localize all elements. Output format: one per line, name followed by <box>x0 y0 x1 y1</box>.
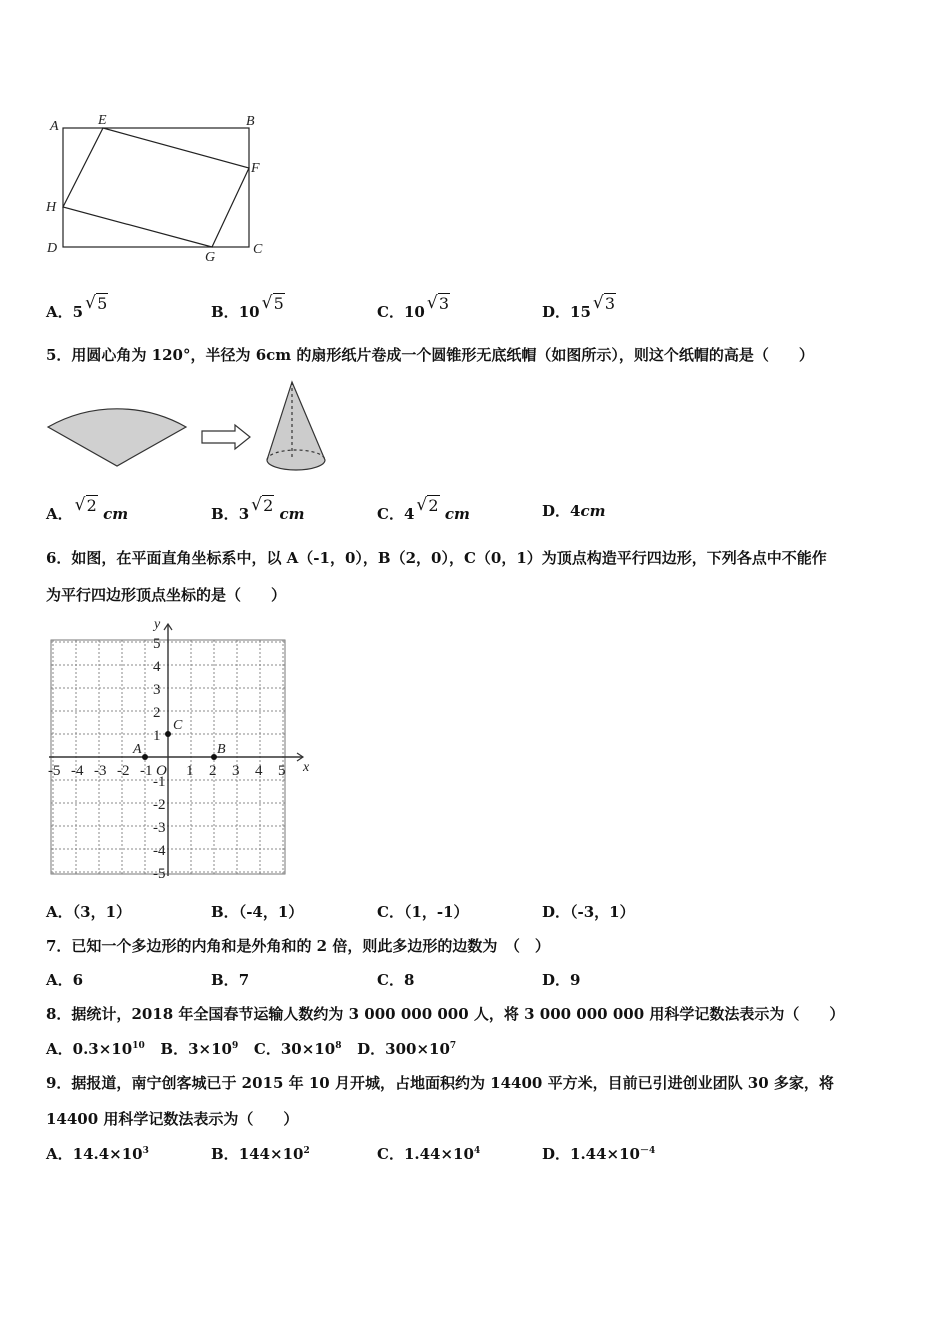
option-letter: A． <box>46 1145 73 1163</box>
option-text: 9 <box>570 971 581 989</box>
option-letter: C． <box>377 903 404 921</box>
radicand: 2 <box>428 496 439 515</box>
x-tick-label: 2 <box>209 763 217 779</box>
q5-option-d[interactable] <box>542 500 605 521</box>
option-coef: 5 <box>72 303 84 321</box>
option-unit: cm <box>103 505 129 523</box>
q9-option-a[interactable] <box>46 1143 149 1164</box>
q5-option-b[interactable] <box>211 496 305 524</box>
sqrt-symbol <box>85 294 108 313</box>
radicand: 3 <box>604 294 616 313</box>
option-letter: C． <box>377 971 404 989</box>
q7-option-a[interactable] <box>46 969 83 990</box>
option-unit: cm <box>580 502 606 520</box>
q6-option-a[interactable] <box>46 901 131 922</box>
x-tick-label: -1 <box>140 763 153 779</box>
option-exponent: －4 <box>640 1146 656 1156</box>
option-coef: 10 <box>238 303 260 321</box>
q4-option-b[interactable] <box>211 294 285 322</box>
q9-option-d[interactable] <box>542 1143 655 1164</box>
y-tick-label: 5 <box>153 636 161 652</box>
radicand: 3 <box>438 294 450 313</box>
sector-cone-figure <box>40 372 340 482</box>
sqrt-symbol <box>593 294 616 313</box>
q8-option-c[interactable] <box>254 1040 342 1058</box>
option-letter: B． <box>211 505 239 523</box>
sector-shape <box>48 409 186 466</box>
q6-text-line2: 为平行四边形顶点坐标的是（ ） <box>46 586 287 604</box>
point-c-dot <box>165 731 171 737</box>
sqrt-symbol <box>251 496 274 515</box>
point-a-label: A <box>133 742 142 757</box>
option-exponent: 8 <box>335 1041 342 1051</box>
sqrt-symbol <box>75 496 98 515</box>
y-tick-label: 3 <box>153 682 161 698</box>
origin-label: O <box>156 763 167 779</box>
option-text: 6 <box>72 971 84 989</box>
option-base: 14.4×10 <box>72 1145 143 1163</box>
label-g: G <box>205 250 216 265</box>
rectangle-figure <box>40 110 280 270</box>
option-letter: B． <box>211 1145 239 1163</box>
radicand: 5 <box>97 294 108 313</box>
rectangle-abcd <box>63 128 249 247</box>
option-text: （1，-1） <box>403 903 469 921</box>
option-letter: B． <box>211 971 239 989</box>
point-a-dot <box>142 754 148 760</box>
q5-option-a[interactable] <box>46 496 128 524</box>
q6-option-c[interactable] <box>377 901 469 922</box>
x-tick-label: 3 <box>232 763 240 779</box>
option-base: 300×10 <box>385 1040 450 1058</box>
x-tick-label: 5 <box>278 763 286 779</box>
option-letter: C． <box>377 303 404 321</box>
y-tick-labels <box>153 636 166 882</box>
radicand: 5 <box>273 294 284 313</box>
q8-option-a[interactable] <box>46 1040 145 1058</box>
x-axis-label: x <box>303 760 310 775</box>
q5-text: 5．用圆心角为 120°，半径为 6cm 的扇形纸片卷成一个圆锥形无底纸帽（如图所示），则这个纸帽的高是（ ） <box>46 346 814 364</box>
option-base: 30×10 <box>280 1040 336 1058</box>
point-c-label: C <box>173 718 183 733</box>
q9-text-line1: 9．据报道，南宁创客城已于 2015 年 10 月开城，占地面积约为 14400 平方米，目前已引进创业团队 30 多家，将 <box>46 1074 834 1092</box>
option-letter: C． <box>253 1040 281 1058</box>
option-exponent: 4 <box>473 1146 481 1156</box>
option-letter: C． <box>377 505 404 523</box>
label-c: C <box>253 242 263 257</box>
option-letter: D． <box>542 971 571 989</box>
y-tick-label: -4 <box>153 843 166 859</box>
option-letter: D． <box>542 502 571 520</box>
option-letter: D． <box>542 903 571 921</box>
option-letter: B． <box>211 903 239 921</box>
cone-shape <box>267 382 325 470</box>
q9-option-b[interactable] <box>211 1143 310 1164</box>
option-letter: D． <box>357 1040 386 1058</box>
q7-option-b[interactable] <box>211 969 249 990</box>
x-tick-label: -5 <box>48 763 61 779</box>
option-letter: A． <box>46 903 73 921</box>
option-base: 3×10 <box>188 1040 232 1058</box>
q4-option-d[interactable] <box>542 294 616 322</box>
option-coef: 10 <box>403 303 425 321</box>
y-tick-label: 2 <box>153 705 161 721</box>
option-exponent: 7 <box>449 1041 457 1051</box>
q8-options-row <box>46 1038 456 1059</box>
label-b: B <box>246 114 255 129</box>
label-f: F <box>251 161 260 176</box>
q6-option-d[interactable] <box>542 901 635 922</box>
q8-option-d[interactable] <box>357 1040 456 1058</box>
radicand: 2 <box>263 496 274 515</box>
x-tick-label: -3 <box>94 763 107 779</box>
q4-option-a[interactable] <box>46 294 108 322</box>
y-axis-label: y <box>154 617 161 632</box>
option-letter: A． <box>46 303 73 321</box>
option-base: 144×10 <box>238 1145 304 1163</box>
sqrt-symbol <box>427 294 450 313</box>
label-e: E <box>98 113 107 128</box>
x-tick-label: 4 <box>255 763 263 779</box>
option-text: （-3，1） <box>570 903 635 921</box>
option-base: 1.44×10 <box>403 1145 474 1163</box>
option-text: 8 <box>403 971 415 989</box>
option-unit: cm <box>279 505 305 523</box>
y-tick-label: -5 <box>153 866 166 882</box>
option-exponent: 3 <box>142 1146 149 1156</box>
y-tick-label: -1 <box>153 774 166 790</box>
arrow-icon <box>202 425 250 449</box>
q7-text: 7．已知一个多边形的内角和是外角和的 2 倍，则此多边形的边数为 （ ） <box>46 937 550 955</box>
option-text: 4 <box>570 502 581 520</box>
y-tick-label: 1 <box>153 728 161 744</box>
y-tick-label: -3 <box>153 820 166 836</box>
grid-points <box>132 718 226 760</box>
q6-option-b[interactable] <box>211 901 303 922</box>
option-letter: C． <box>377 1145 404 1163</box>
label-h: H <box>46 200 57 215</box>
sqrt-symbol <box>262 294 285 313</box>
option-coef: 3 <box>238 505 250 523</box>
q7-option-d[interactable] <box>542 969 580 990</box>
label-a: A <box>50 119 59 134</box>
option-coef: 15 <box>570 303 591 321</box>
x-tick-label: -4 <box>71 763 84 779</box>
option-letter: B． <box>160 1040 189 1058</box>
option-exponent: 2 <box>303 1146 310 1156</box>
option-text: 7 <box>238 971 250 989</box>
q8-option-b[interactable] <box>160 1040 238 1058</box>
sqrt-symbol <box>416 496 439 515</box>
coordinate-grid <box>38 616 313 888</box>
axes <box>49 624 303 876</box>
q5-option-c[interactable] <box>377 496 470 524</box>
radicand: 2 <box>86 496 97 515</box>
option-text: （3，1） <box>72 903 132 921</box>
x-tick-label: 1 <box>186 763 194 779</box>
q7-option-c[interactable] <box>377 969 414 990</box>
q9-option-c[interactable] <box>377 1143 480 1164</box>
option-exponent: 10 <box>132 1041 145 1051</box>
option-letter: A． <box>46 971 73 989</box>
option-letter: D． <box>542 303 571 321</box>
x-tick-label: -2 <box>117 763 130 779</box>
option-base: 0.3×10 <box>72 1040 133 1058</box>
y-tick-label: 4 <box>153 659 161 675</box>
option-text: （-4，1） <box>238 903 304 921</box>
parallelogram-efgh <box>63 128 249 247</box>
option-letter: D． <box>542 1145 571 1163</box>
q6-text-line1: 6．如图，在平面直角坐标系中，以 A（-1，0），B（2，0），C（0，1）为顶点构造平行四边形，下列各点中不能作 <box>46 549 827 567</box>
option-coef: 4 <box>403 505 415 523</box>
option-letter: A． <box>46 505 73 523</box>
point-b-label: B <box>217 742 226 757</box>
q8-text: 8．据统计，2018 年全国春节运输人数约为 3 000 000 000 人，将 3 000 000 000 用科学记数法表示为（ ） <box>46 1005 845 1023</box>
q9-text-line2: 14400 用科学记数法表示为（ ） <box>46 1110 299 1128</box>
option-unit: cm <box>444 505 470 523</box>
option-letter: B． <box>211 303 239 321</box>
label-d: D <box>47 241 58 256</box>
q4-option-c[interactable] <box>377 294 450 322</box>
option-exponent: 9 <box>231 1041 239 1051</box>
option-letter: A． <box>46 1040 73 1058</box>
y-tick-label: -2 <box>153 797 166 813</box>
option-base: 1.44×10 <box>570 1145 640 1163</box>
